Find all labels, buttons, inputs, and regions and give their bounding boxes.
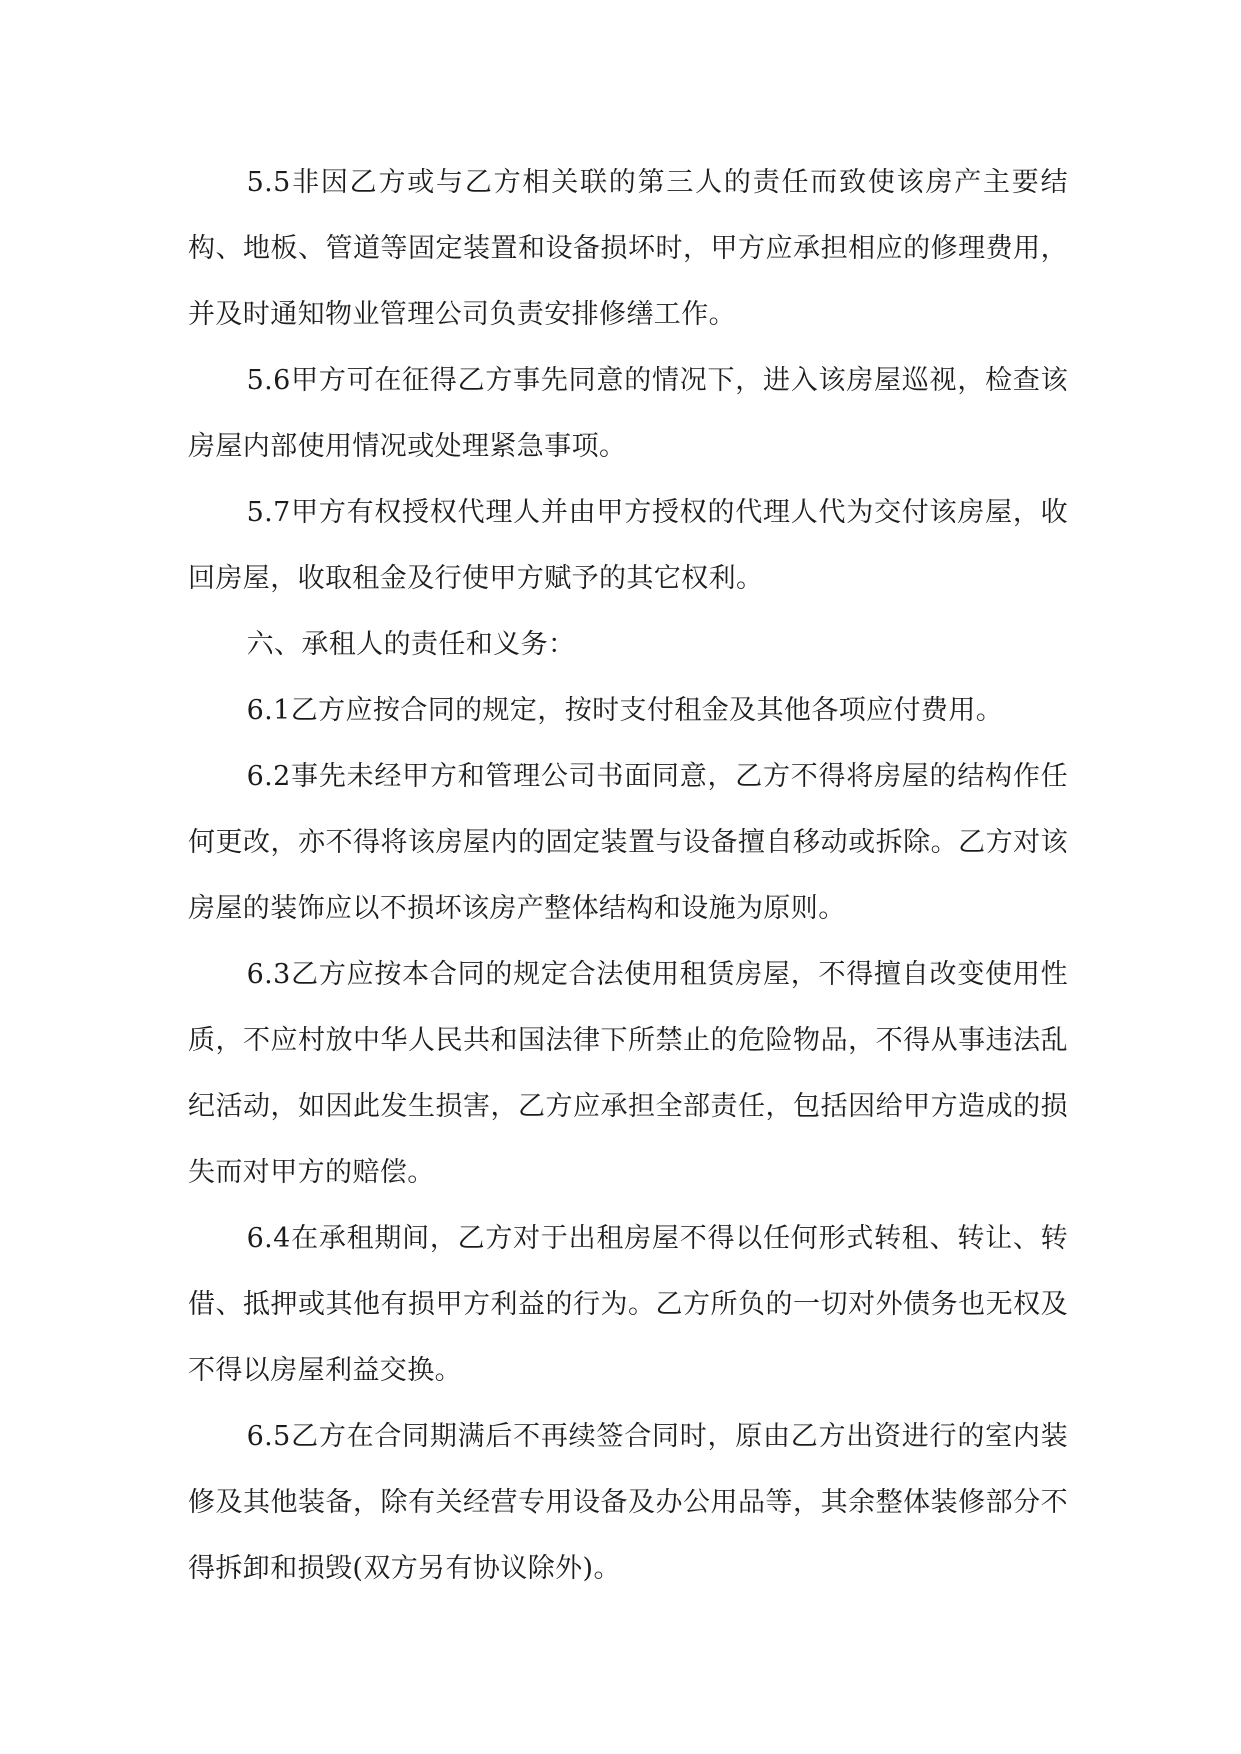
clause-5-5: 5.5非因乙方或与乙方相关联的第三人的责任而致使该房产主要结构、地板、管道等固定装置和设备损坏时，甲方应承担相应的修理费用，并及时通知物业管理公司负责安排修缮工作。 [188,167,1068,330]
clause-6-2: 6.2事先未经甲方和管理公司书面同意，乙方不得将房屋的结构作任何更改，亦不得将该房屋内的固定装置与设备擅自移动或拆除。乙方对该房屋的装饰应以不损坏该房产整体结构和设施为原则。 [188,761,1068,924]
clause-6-4: 6.4在承租期间，乙方对于出租房屋不得以任何形式转租、转让、转借、抵押或其他有损甲方利益的行为。乙方所负的一切对外债务也无权及不得以房屋利益交换。 [188,1223,1068,1386]
clause-6-5: 6.5乙方在合同期满后不再续签合同时，原由乙方出资进行的室内装修及其他装备，除有关经营专用设备及办公用品等，其余整体装修部分不得拆卸和损毁(双方另有协议除外)。 [188,1421,1068,1584]
section-heading-tenant-duties: 六、承租人的责任和义务： [246,629,576,660]
clause-6-3: 6.3乙方应按本合同的规定合法使用租赁房屋，不得擅自改变使用性质，不应村放中华人民共和国法律下所禁止的危险物品，不得从事违法乱纪活动，如因此发生损害，乙方应承担全部责任，包括因给甲方造成的损失而对甲方的赔偿。 [188,959,1068,1188]
clause-6-1: 6.1乙方应按合同的规定，按时支付租金及其他各项应付费用。 [246,695,1004,726]
document-body [188,150,1068,1602]
clause-5-6: 5.6甲方可在征得乙方事先同意的情况下，进入该房屋巡视，检查该房屋内部使用情况或处理紧急事项。 [188,365,1068,462]
clause-5-7: 5.7甲方有权授权代理人并由甲方授权的代理人代为交付该房屋，收回房屋，收取租金及行使甲方赋予的其它权利。 [188,497,1068,594]
